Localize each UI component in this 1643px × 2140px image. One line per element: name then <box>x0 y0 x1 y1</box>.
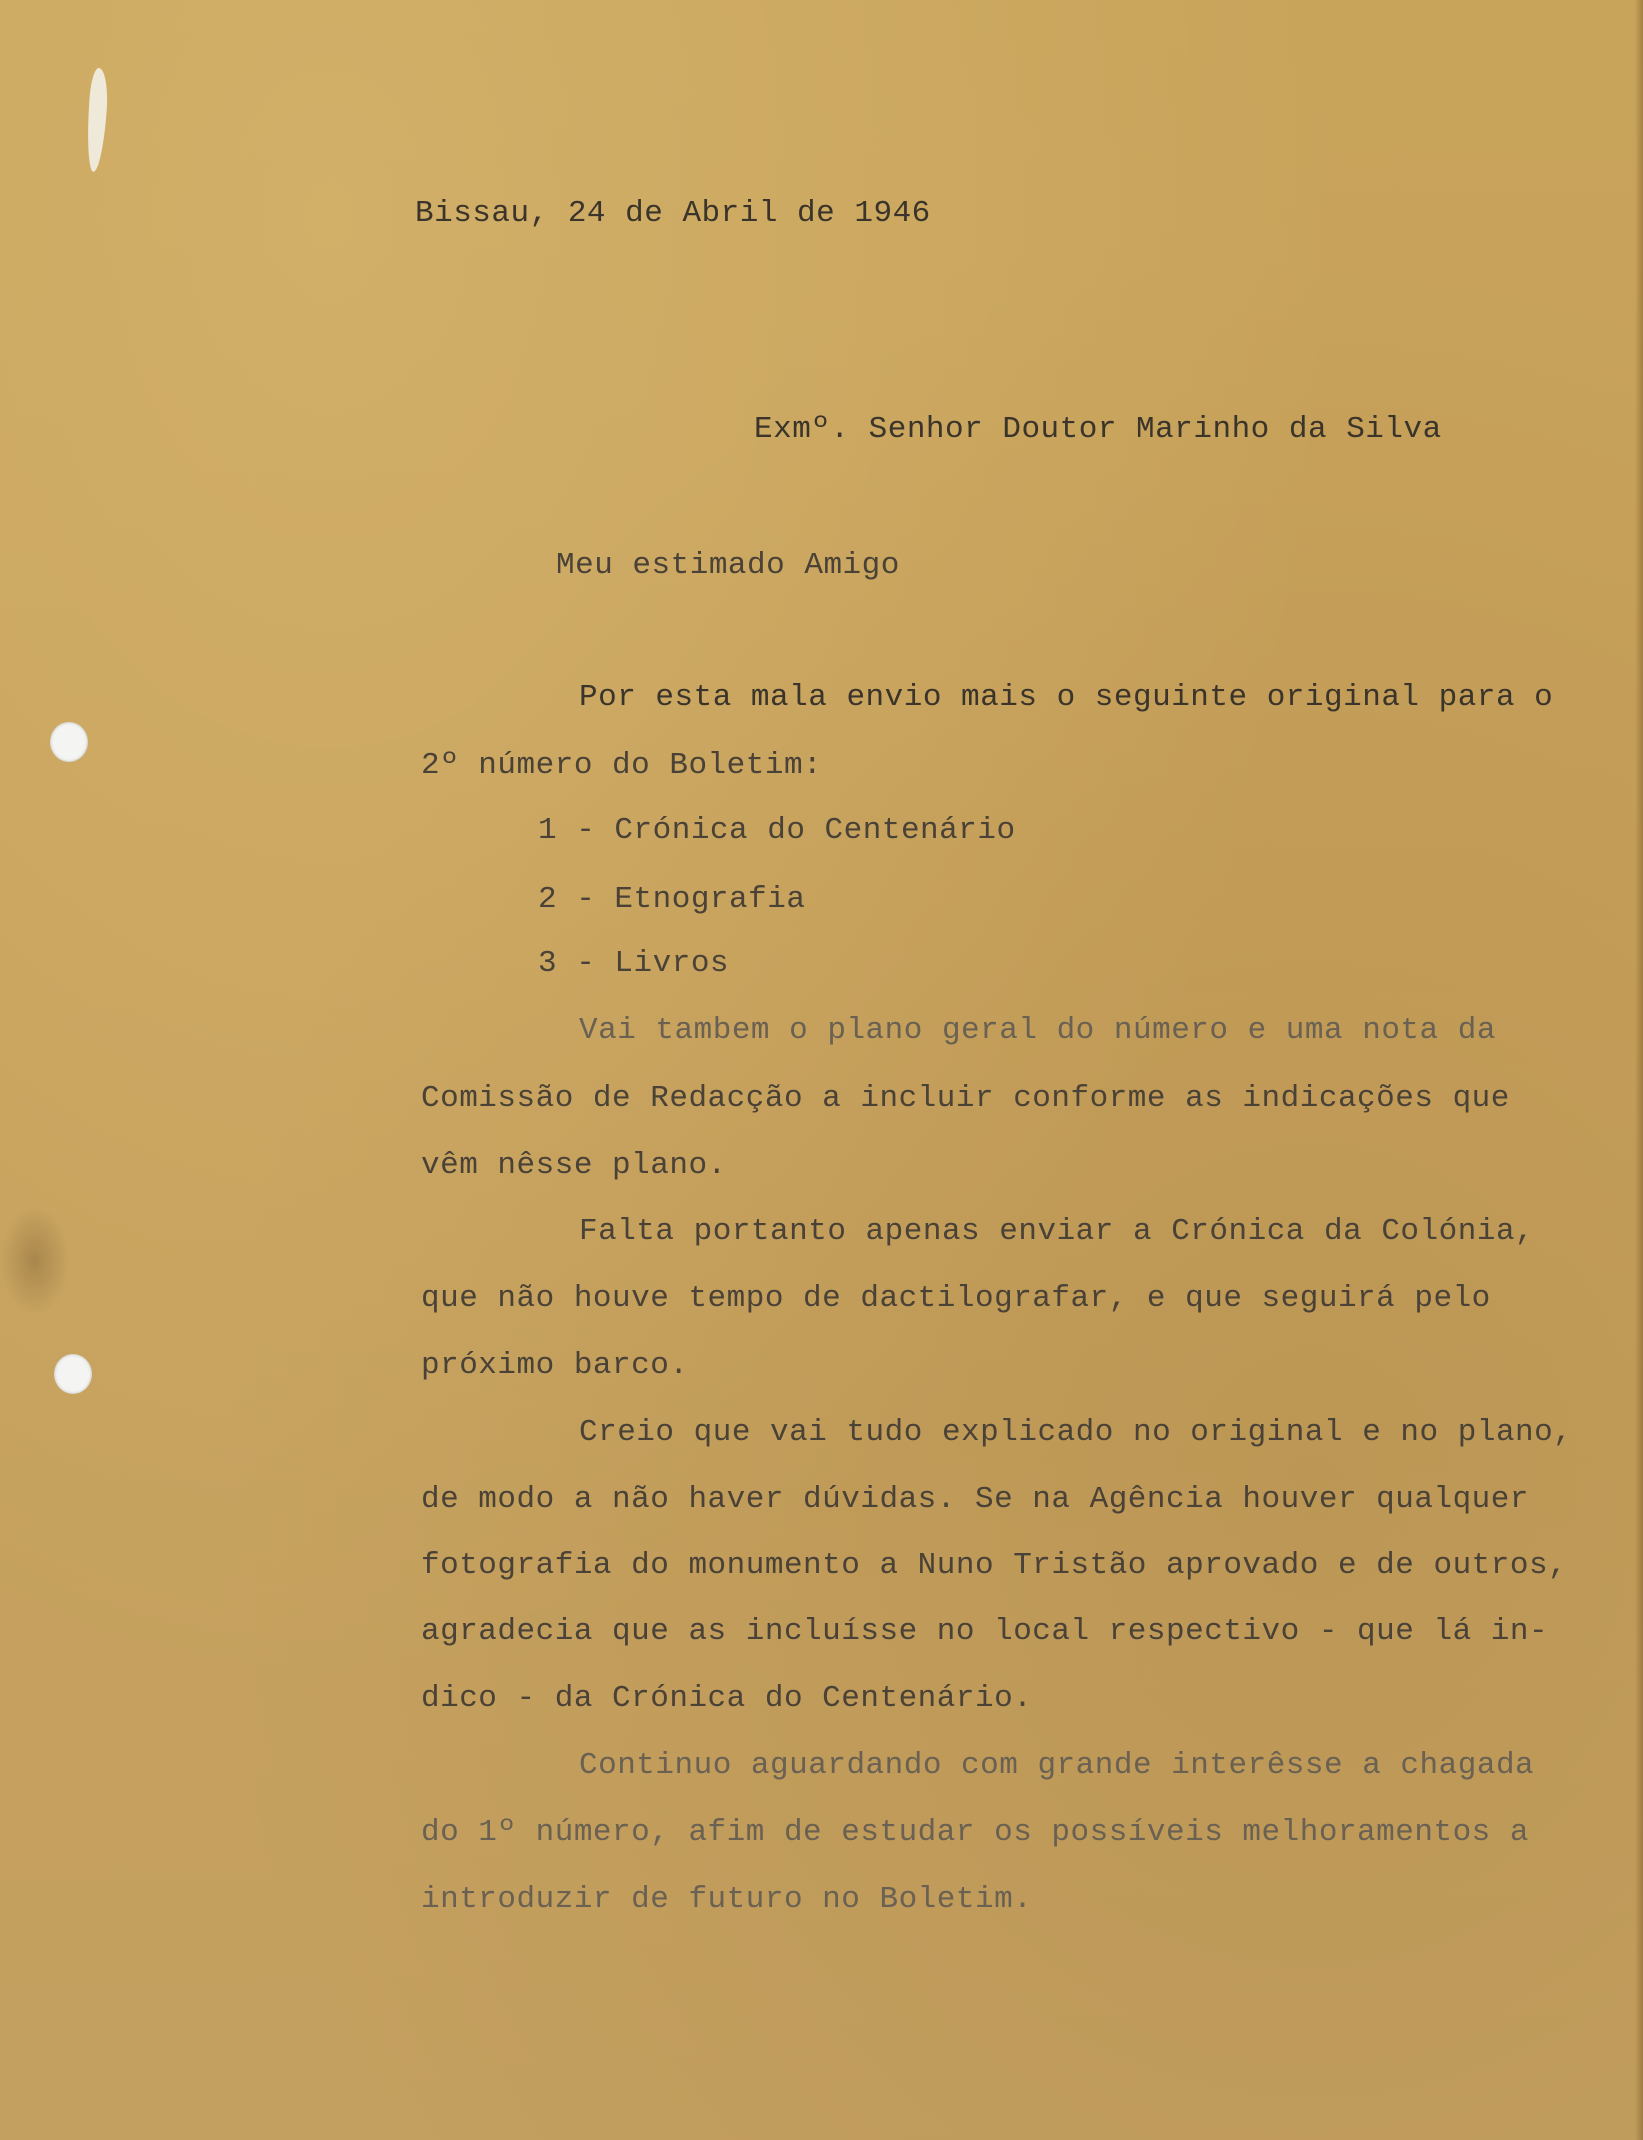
paragraph4-line5: dico - da Crónica do Centenário. <box>421 1681 1033 1716</box>
paragraph4-line3: fotografia do monumento a Nuno Tristão aprovado e de outros, <box>421 1548 1568 1583</box>
paper-tear-mark <box>84 67 109 172</box>
punch-hole-bottom <box>54 1354 92 1394</box>
paragraph3-line3: próximo barco. <box>421 1348 689 1383</box>
paper-stain <box>0 1205 70 1315</box>
list-item-1: 1 - Crónica do Centenário <box>538 813 1016 848</box>
paper-edge-shadow <box>1635 0 1643 2140</box>
paragraph4-line4: agradecia que as incluísse no local respectivo - que lá in- <box>421 1614 1549 1649</box>
date-line: Bissau, 24 de Abril de 1946 <box>415 196 931 231</box>
paragraph5-line1: Continuo aguardando com grande interêsse a chagada <box>579 1748 1535 1783</box>
paragraph4-line2: de modo a não haver dúvidas. Se na Agência houver qualquer <box>421 1482 1529 1517</box>
paragraph3-line1: Falta portanto apenas enviar a Crónica da Colónia, <box>579 1214 1535 1249</box>
paragraph4-line1: Creio que vai tudo explicado no original e no plano, <box>579 1415 1573 1450</box>
salutation: Meu estimado Amigo <box>556 548 900 583</box>
paragraph1-line1: Por esta mala envio mais o seguinte original para o <box>579 680 1554 715</box>
list-item-2: 2 - Etnografia <box>538 882 806 917</box>
paragraph1-line2: 2º número do Boletim: <box>421 748 823 783</box>
list-item-3: 3 - Livros <box>538 946 730 981</box>
paragraph3-line2: que não houve tempo de dactilografar, e que seguirá pelo <box>421 1281 1491 1316</box>
punch-hole-top <box>50 722 88 762</box>
paragraph5-line2: do 1º número, afim de estudar os possíveis melhoramentos a <box>421 1815 1529 1850</box>
addressee-line: Exmº. Senhor Doutor Marinho da Silva <box>754 412 1442 447</box>
paragraph2-line1: Vai tambem o plano geral do número e uma nota da <box>579 1013 1496 1048</box>
paragraph5-line3: introduzir de futuro no Boletim. <box>421 1882 1033 1917</box>
paragraph2-line3: vêm nêsse plano. <box>421 1148 727 1183</box>
paragraph2-line2: Comissão de Redacção a incluir conforme as indicações que <box>421 1081 1510 1116</box>
